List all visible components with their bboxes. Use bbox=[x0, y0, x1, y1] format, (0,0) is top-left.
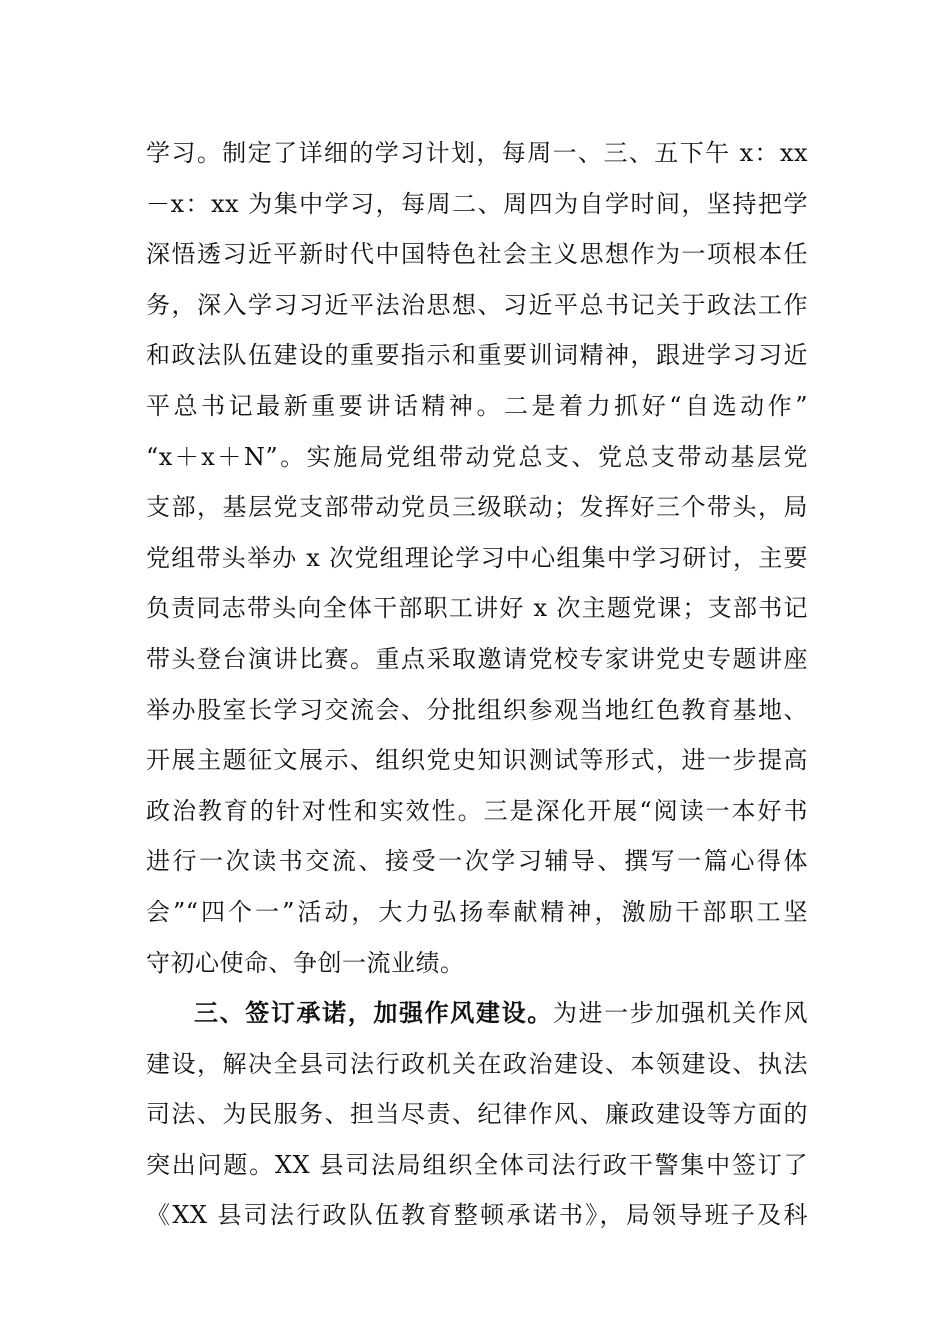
text-line: 务，深入学习习近平法治思想、习近平总书记关于政法工作 bbox=[146, 290, 808, 319]
text-line: 带头登台演讲比赛。重点采取邀请党校专家讲党史专题讲座 bbox=[146, 644, 808, 673]
text-line: “x＋x＋N”。实施局党组带动党总支、党总支带动基层党 bbox=[146, 442, 808, 471]
text-line: 进行一次读书交流、接受一次学习辅导、撰写一篇心得体 bbox=[146, 847, 808, 876]
document-body bbox=[146, 128, 808, 1241]
text-line: 建设，解决全县司法行政机关在政治建设、本领建设、执法 bbox=[146, 1049, 808, 1078]
text-line: 突出问题。XX 县司法局组织全体司法行政干警集中签订了 bbox=[146, 1150, 808, 1179]
text-line: 守初心使命、争创一流业绩。 bbox=[146, 948, 465, 977]
heading-continuation: 为进一步加强机关作风 bbox=[552, 999, 809, 1028]
text-line: 举办股室长学习交流会、分批组织参观当地红色教育基地、 bbox=[146, 695, 808, 724]
text-line bbox=[146, 988, 808, 1039]
text-line: 开展主题征文展示、组织党史知识测试等形式，进一步提高 bbox=[146, 746, 808, 775]
text-line: 政治教育的针对性和实效性。三是深化开展“阅读一本好书 bbox=[146, 796, 808, 825]
text-line: 平总书记最新重要讲话精神。二是着力抓好“自选动作” bbox=[146, 391, 808, 420]
section-heading: 三、签订承诺，加强作风建设。 bbox=[194, 998, 553, 1028]
text-line: 负责同志带头向全体干部职工讲好 x 次主题党课；支部书记 bbox=[146, 594, 808, 623]
text-line: 《XX 县司法行政队伍教育整顿承诺书》，局领导班子及科 bbox=[146, 1201, 808, 1230]
paragraph-1 bbox=[146, 128, 808, 988]
text-line: 支部，基层党支部带动党员三级联动；发挥好三个带头，局 bbox=[146, 493, 808, 522]
text-line: 深悟透习近平新时代中国特色社会主义思想作为一项根本任 bbox=[146, 240, 808, 269]
text-line: 司法、为民服务、担当尽责、纪律作风、廉政建设等方面的 bbox=[146, 1100, 808, 1129]
text-line: －x：xx 为集中学习，每周二、周四为自学时间，坚持把学 bbox=[146, 189, 808, 218]
paragraph-2 bbox=[146, 988, 808, 1241]
text-line: 党组带头举办 x 次党组理论学习中心组集中学习研讨，主要 bbox=[146, 543, 808, 572]
text-line: 学习。制定了详细的学习计划，每周一、三、五下午 x：xx bbox=[146, 139, 808, 167]
text-line: 和政法队伍建设的重要指示和重要训词精神，跟进学习习近 bbox=[146, 341, 808, 370]
text-line: 会”“四个一”活动，大力弘扬奉献精神，激励干部职工坚 bbox=[146, 897, 808, 926]
